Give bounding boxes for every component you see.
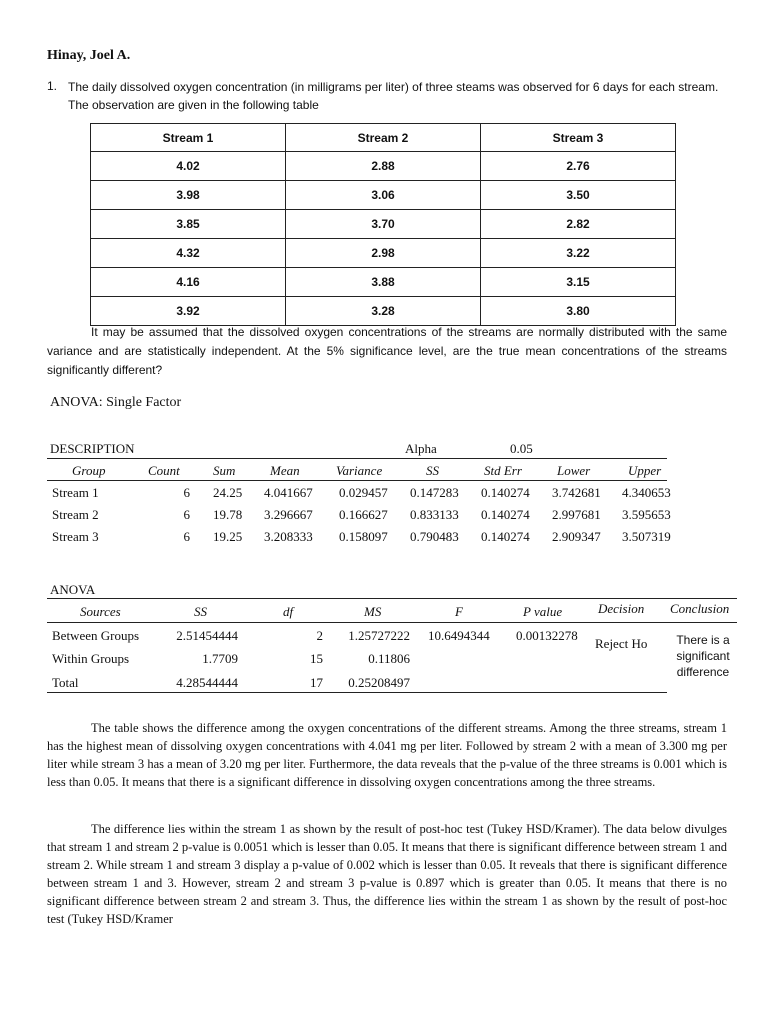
observation-table [90,123,676,326]
assumption-text: It may be assumed that the dissolved oxygen concentrations of the streams are normally distributed with the same variance and are statistically independent. At the 5% significance level, are the true mean concentrations of the streams significantly different? [47,325,727,377]
table-row [91,268,676,297]
anova-cell: 2.51454444 [176,628,238,643]
desc-cell: 4.340653 [622,485,671,500]
alpha-value: 0.05 [510,441,533,456]
table-cell: 3.28 [286,297,481,326]
desc-cell: 2.997681 [552,507,601,522]
table-cell: 3.88 [286,268,481,297]
anova-cell: 1.7709 [202,651,238,666]
anova-header: Sources [80,604,121,619]
table-cell: 2.88 [286,152,481,181]
anova-header: SS [194,604,207,619]
desc-cell: 3.208333 [264,529,313,544]
anova-cell: 17 [310,675,323,690]
divider [47,480,667,481]
anova-cell: Total [52,675,79,690]
question-text: The daily dissolved oxygen concentration (in milligrams per liter) of three steams was observed for 6 days for each stream. The observation are given in the following table [68,80,719,112]
table-cell: 3.70 [286,210,481,239]
column-header: Stream 2 [286,124,481,152]
table-cell: 4.16 [91,268,286,297]
anova-cell: 4.28544444 [176,675,238,690]
desc-header: Mean [270,463,300,478]
desc-header: Sum [213,463,236,478]
table-cell: 2.76 [481,152,676,181]
desc-cell: Stream 1 [52,485,99,500]
anova-cell: Within Groups [52,651,130,666]
table-cell: 3.80 [481,297,676,326]
table-row [91,297,676,326]
desc-cell: 19.25 [213,529,243,544]
alpha-label: Alpha [405,441,437,456]
anova-cell: 0.25208497 [348,675,410,690]
desc-cell: Stream 2 [52,507,99,522]
desc-cell: Stream 3 [52,529,99,544]
divider [47,458,667,459]
desc-cell: 0.140274 [481,529,530,544]
desc-cell: 4.041667 [264,485,313,500]
table-row [91,239,676,268]
desc-cell: 6 [183,529,190,544]
table-cell: 3.15 [481,268,676,297]
column-header: Stream 3 [481,124,676,152]
desc-header: Upper [628,463,662,478]
anova-title: ANOVA: Single Factor [50,395,182,410]
anova-header: MS [364,604,382,619]
desc-cell: 0.158097 [339,529,388,544]
desc-cell: 19.78 [213,507,243,522]
desc-cell: 24.25 [213,485,243,500]
anova-cell: 10.6494344 [428,628,490,643]
anova-header: df [283,604,294,619]
table-cell: 3.85 [91,210,286,239]
anova-cell: 15 [310,651,323,666]
desc-cell: 3.742681 [552,485,601,500]
desc-header: Std Err [484,463,522,478]
question-number: 1. [47,79,58,93]
table-cell: 2.98 [286,239,481,268]
discussion-paragraph: The table shows the difference among the oxygen concentrations of the different streams. Among the three streams, stream 1 has the highest mean of dissolving oxygen concentrations with 4.041 mg per liter. Followed by stream 2 with a mean of 3.300 mg per liter while stream 3 has a mean of 3.20 mg per liter. Furthermore, the data reveals that the p-value of the three streams is 0.001 which is less than 0.05. It means that there is a significant difference in dissolving oxygen concentrations among the three streams. [47,721,727,789]
anova-cell: 0.00132278 [516,628,578,643]
table-cell: 3.06 [286,181,481,210]
desc-header: Count [148,463,180,478]
desc-cell: 6 [183,507,190,522]
desc-cell: 0.790483 [410,529,459,544]
divider [47,622,737,623]
table-cell: 3.50 [481,181,676,210]
anova-cell: Between Groups [52,628,140,643]
desc-cell: 2.909347 [552,529,601,544]
anova-decision: Reject Ho [595,636,648,651]
desc-header: Lower [557,463,591,478]
anova-header: F [455,604,463,619]
desc-cell: 0.833133 [410,507,459,522]
anova-conclusion: There is a significant difference [676,633,730,679]
desc-cell: 0.166627 [339,507,388,522]
anova-header: Conclusion [670,601,730,616]
table-cell: 2.82 [481,210,676,239]
table-row [91,152,676,181]
desc-cell: 0.029457 [339,485,388,500]
table-cell: 3.92 [91,297,286,326]
anova-header: Decision [598,601,645,616]
divider [47,598,737,599]
author-name: Hinay, Joel A. [47,48,131,63]
anova-cell: 2 [316,628,323,643]
table-row [91,210,676,239]
desc-cell: 3.595653 [622,507,671,522]
description-label: DESCRIPTION [50,441,135,456]
table-cell: 4.02 [91,152,286,181]
anova-cell: 1.25727222 [348,628,410,643]
desc-cell: 0.140274 [481,507,530,522]
discussion-paragraph: The difference lies within the stream 1 as shown by the result of post-hoc test (Tukey HSD/Kramer). The data below divulges that stream 1 and stream 2 p-value is 0.0051 which is lesser than 0.05. It means that there is significant difference between stream 1 and stream 2. While stream 1 and stream 3 display a p-value of 0.002 which is lesser than 0.05. It reveals that there is significant difference between stream 1 and 3. However, stream 2 and stream 3 p-value is 0.897 which is greater than 0.05. It means that there is no significant difference between stream 2 and stream 3. Thus, the difference lies within the stream 1 as shown by the result of post-hoc test (Tukey HSD/Kramer [47,822,727,926]
column-header: Stream 1 [91,124,286,152]
anova-cell: 0.11806 [368,651,410,666]
desc-cell: 3.296667 [264,507,313,522]
anova-label: ANOVA [50,582,96,597]
desc-cell: 6 [183,485,190,500]
table-row [91,181,676,210]
desc-header: Variance [336,463,383,478]
divider [47,692,667,693]
desc-cell: 0.147283 [410,485,459,500]
desc-header: Group [72,463,106,478]
table-cell: 3.22 [481,239,676,268]
table-header-row [91,124,676,152]
anova-header: P value [523,604,563,619]
desc-header: SS [426,463,439,478]
table-cell: 4.32 [91,239,286,268]
desc-cell: 0.140274 [481,485,530,500]
table-cell: 3.98 [91,181,286,210]
desc-cell: 3.507319 [622,529,671,544]
